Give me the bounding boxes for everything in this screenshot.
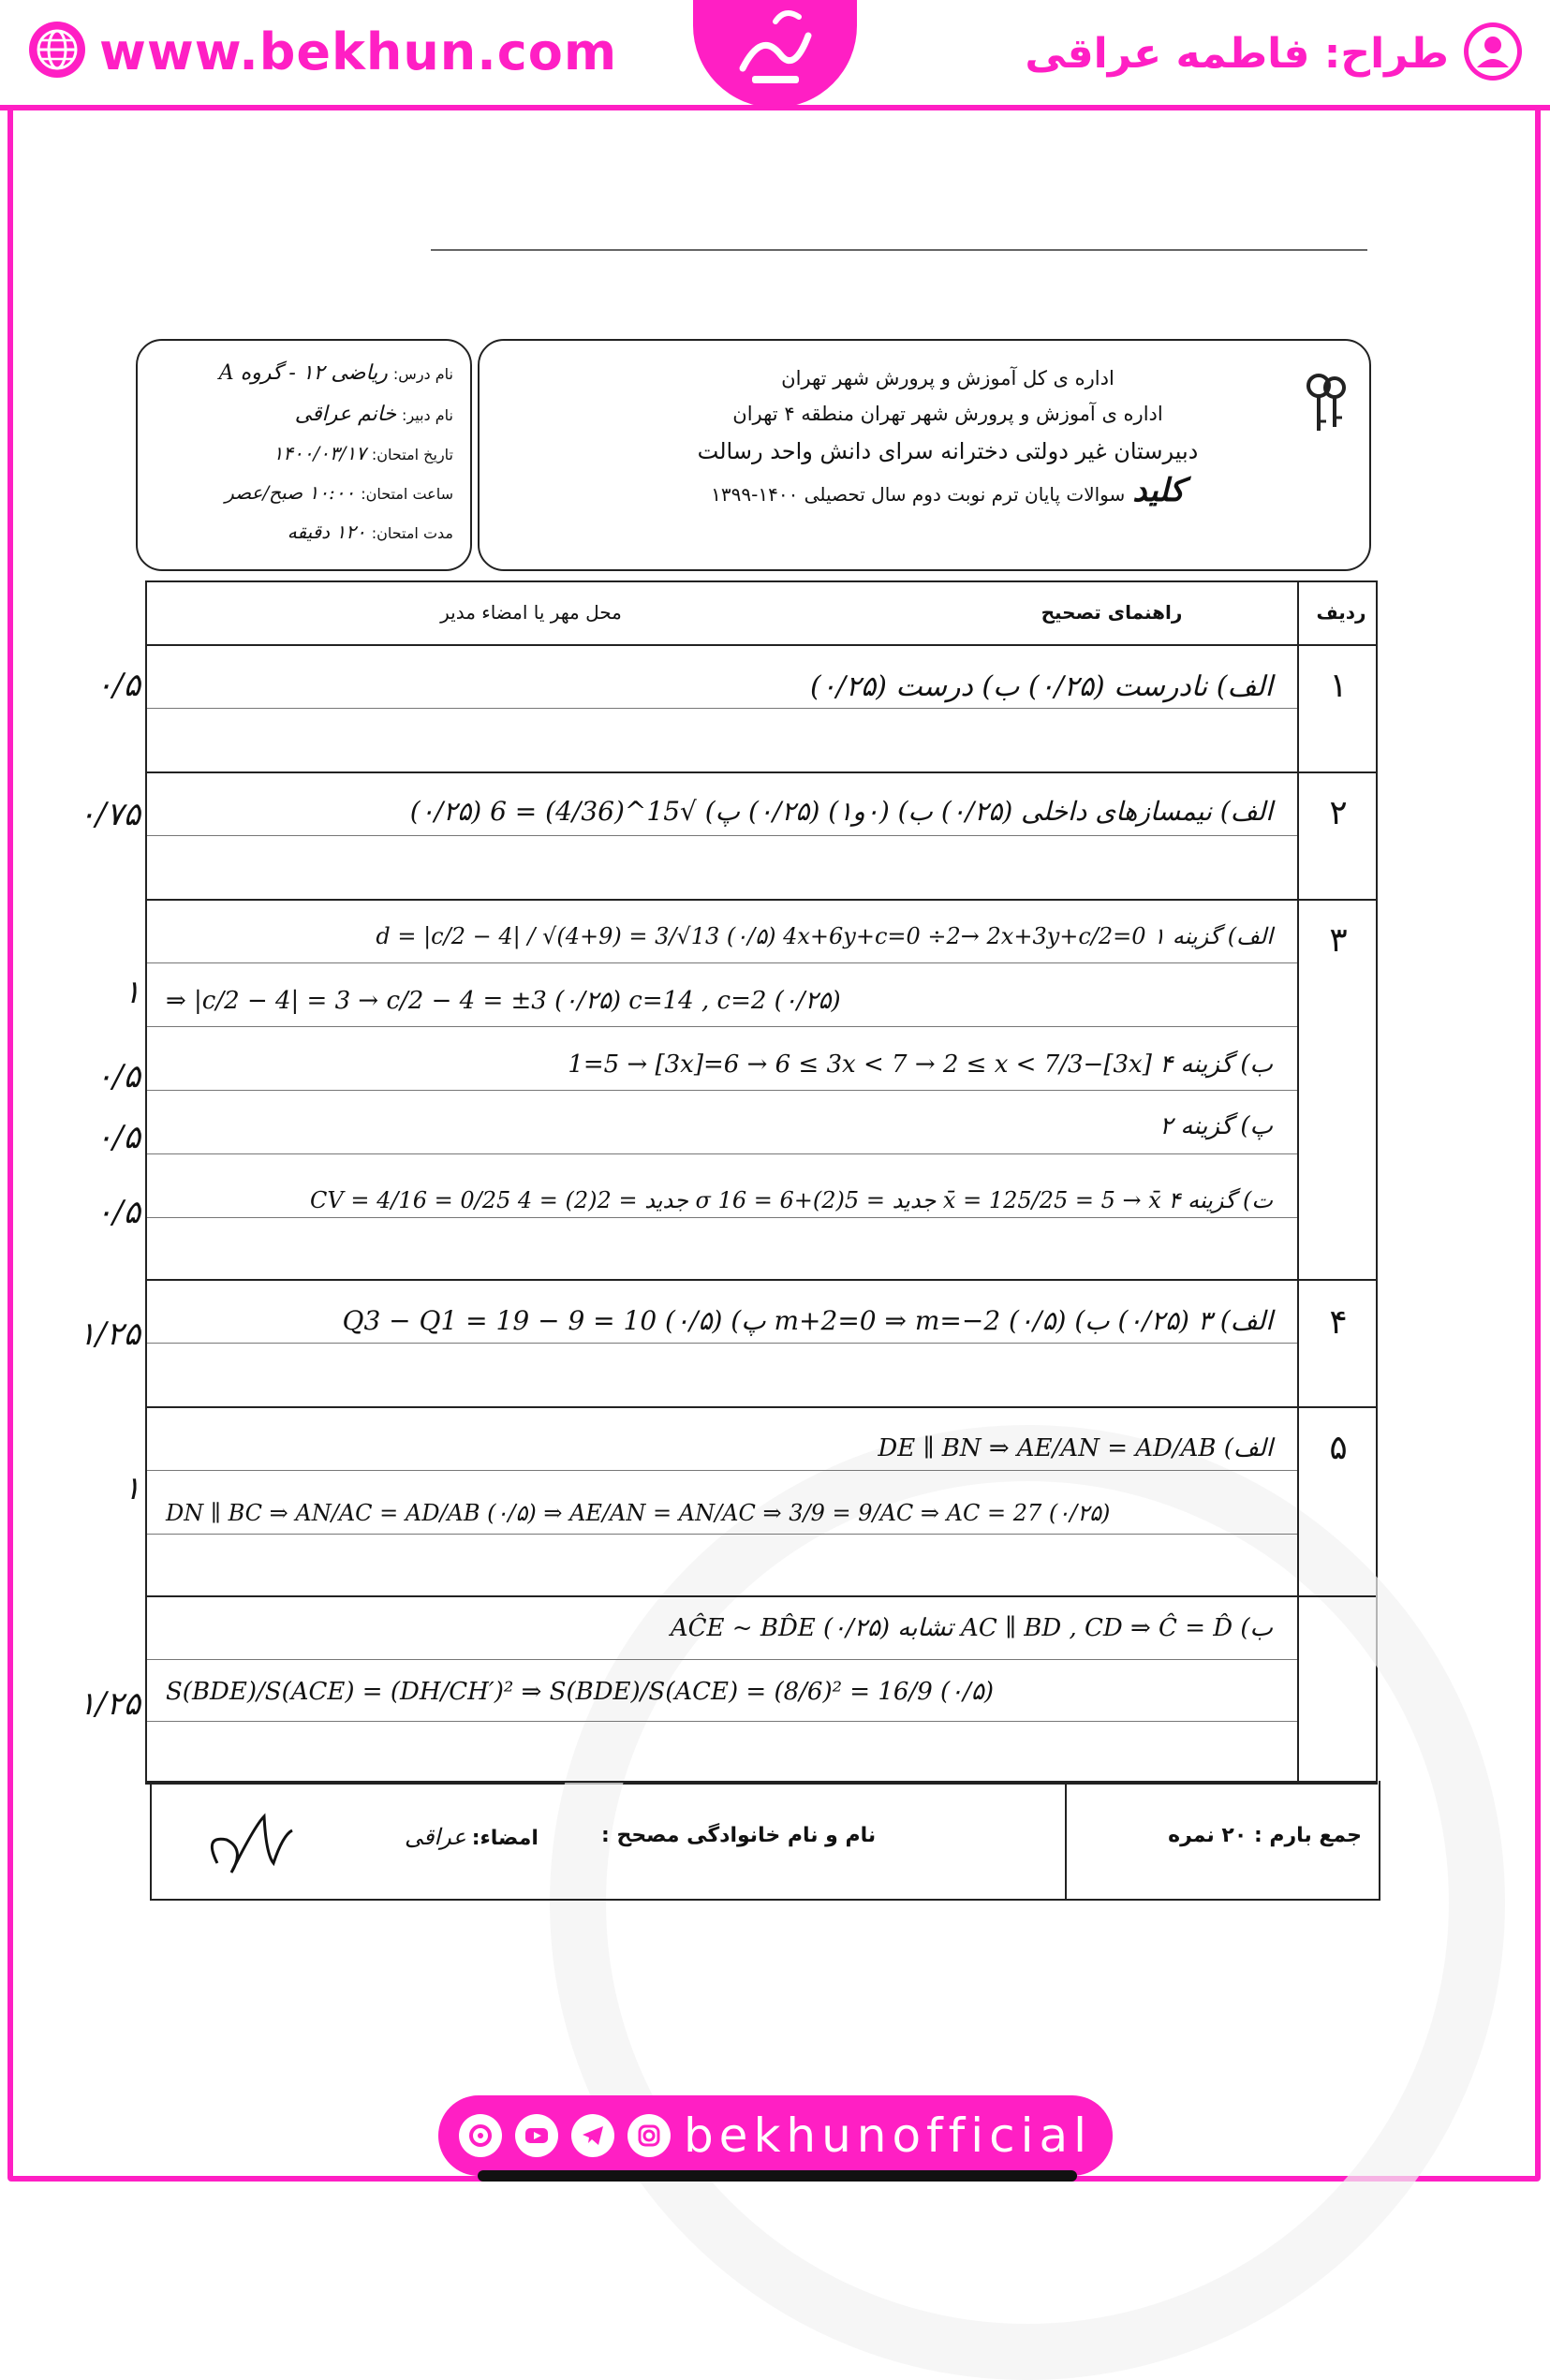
ruled-line (147, 1721, 1297, 1722)
time-row (225, 481, 453, 504)
answer-5a-line2: DN ∥ BC ⇒ AN/AC = AD/AB (۰/۵) ⇒ AE/AN = AN/AC ⇒ 3/9 = 9/AC ⇒ AC = 27 (۰/۲۵) (166, 1500, 1111, 1526)
ruled-line (147, 708, 1297, 709)
social-footer[interactable] (438, 2095, 1113, 2176)
answer-1: الف) نادرست (۰/۲۵) ب) درست (۰/۲۵) (810, 670, 1273, 703)
score-row-2: ۰/۷۵ (78, 796, 140, 833)
row-divider (147, 644, 1376, 646)
ruled-line (147, 1534, 1297, 1535)
ruled-line (147, 1470, 1297, 1471)
ruled-line (147, 1217, 1297, 1218)
column-header-seal: محل مهر یا امضاء مدیر (440, 601, 622, 624)
signature-name: عراقی (405, 1824, 466, 1850)
answer-key-table (145, 580, 1378, 1785)
time-value: ۱۰:۰۰ صبح/عصر (225, 481, 356, 504)
row-divider (147, 1279, 1376, 1281)
date-value: ۱۴۰۰/۰۳/۱۷ (273, 442, 366, 464)
keys-icon (1304, 373, 1349, 438)
score-row-4: ۱/۲۵ (78, 1315, 140, 1353)
ruled-line (147, 1659, 1297, 1660)
row-divider (147, 899, 1376, 901)
ruled-line (147, 1090, 1297, 1091)
brand-logo[interactable] (693, 0, 857, 108)
table-footer (150, 1781, 1380, 1901)
watermark-logo (550, 1425, 1505, 2380)
header-line-1: اداره ی کل آموزش و پرورش شهر تهران (781, 367, 1115, 389)
divider (431, 249, 1367, 251)
answer-5b-line2: S(BDE)/S(ACE) = (DH/CH′)² ⇒ S(BDE)/S(ACE) = (8/6)² = 16/9 (۰/۵) (166, 1678, 994, 1706)
score-row-3c: ۰/۵ (96, 1119, 140, 1156)
duration-row (288, 521, 453, 543)
column-header-guide: راهنمای تصحیح (1041, 601, 1183, 624)
row-number-4: ۴ (1329, 1303, 1348, 1342)
duration-value: ۱۲۰ دقیقه (287, 521, 366, 543)
row-divider (147, 1406, 1376, 1408)
score-row-5a: ۱ (123, 1470, 140, 1507)
header-line-4 (620, 472, 1276, 509)
key-word: کلید (1132, 472, 1185, 509)
ruled-line (147, 1153, 1297, 1154)
row-number-2: ۲ (1329, 794, 1348, 832)
answer-3d: ت) گزینه ۴ x̄ = 125/25 = 5 → x̄ جدید = 5(2)+6 = 16 σ جدید = 2(2) = 4 CV = 4/16 = 0/25 (310, 1187, 1273, 1213)
score-row-1: ۰/۵ (96, 667, 140, 704)
school-header-box (478, 339, 1371, 571)
answer-3c: پ) گزینه ۲ (1159, 1112, 1273, 1140)
logo-icon (724, 3, 827, 96)
exam-info-box (136, 339, 472, 571)
teacher-row (295, 403, 453, 426)
youtube-icon[interactable] (515, 2114, 558, 2157)
time-label: ساعت امتحان: (361, 485, 453, 503)
date-label: تاریخ امتحان: (371, 446, 453, 463)
footer-shadow (478, 2170, 1077, 2182)
answer-3a-line1: الف) گزینه ۱ d = |c/2 − 4| / √(4+9) = 3/√13 (۰/۵) 4x+6y+c=0 ÷2→ 2x+3y+c/2=0 (376, 923, 1273, 949)
corrector-label: نام و نام خانوادگی مصحح : (601, 1824, 877, 1847)
row-column-divider (1297, 582, 1299, 1784)
total-score: جمع بارم : ۲۰ نمره (1168, 1824, 1362, 1847)
website-link[interactable] (28, 21, 617, 82)
answer-3b: ب) گزینه ۴ [3x]−1=5 → [3x]=6 → 6 ≤ 3x < 7 → 2 ≤ x < 7/3 (568, 1050, 1273, 1079)
podcast-icon[interactable] (459, 2114, 502, 2157)
website-url: www.bekhun.com (99, 22, 618, 81)
ruled-line (147, 835, 1297, 836)
exam-title: سوالات پایان ترم نوبت دوم سال تحصیلی ۱۴۰۰-۱۳۹۹ (711, 483, 1126, 506)
subject-label: نام درس: (392, 365, 453, 383)
score-row-3d: ۰/۵ (96, 1194, 140, 1231)
score-row-5b: ۱/۲۵ (78, 1685, 140, 1723)
row-number-1: ۱ (1329, 667, 1348, 705)
teacher-label: نام دبیر: (402, 406, 453, 424)
subject-value: ریاضی ۱۲ - گروه A (218, 361, 388, 385)
header-line-2: اداره ی آموزش و پرورش شهر تهران منطقه ۴ تهران (732, 403, 1163, 425)
row-number-5: ۵ (1329, 1429, 1348, 1467)
signature-label: امضاء: (471, 1827, 539, 1850)
signature-scribble (199, 1798, 320, 1891)
date-row (273, 442, 453, 464)
globe-icon (28, 21, 86, 82)
telegram-icon[interactable] (571, 2114, 614, 2157)
score-row-3a: ۱ (123, 974, 140, 1011)
header-line-3: دبیرستان غیر دولتی دخترانه سرای دانش واحد رسالت (697, 438, 1199, 464)
site-header (0, 0, 1550, 110)
answer-2: الف) نیمسازهای داخلی (۰/۲۵) ب) (۰و۱) (۰/۲۵) پ) √15^(4/36) = 6 (۰/۲۵) (409, 796, 1273, 827)
row-number-3: ۳ (1329, 921, 1348, 960)
answer-5a-line1: الف) DE ∥ BN ⇒ AE/AN = AD/AB (878, 1434, 1273, 1462)
answer-5b-line1: ب) AC ∥ BD , CD ⇒ Ĉ = D̂ تشابه AĈE ~ BD̂E (۰/۲۵) (670, 1614, 1273, 1642)
answer-3a-line2: ⇒ |c/2 − 4| = 3 → c/2 − 4 = ±3 (۰/۲۵) c=14 , c=2 (۰/۲۵) (166, 987, 841, 1015)
instagram-icon[interactable] (627, 2114, 671, 2157)
answer-4: الف) ۳ (۰/۲۵) ب) m+2=0 ⇒ m=−2 (۰/۵) پ) Q3 − Q1 = 19 − 9 = 10 (۰/۵) (342, 1305, 1273, 1336)
teacher-value: خانم عراقی (294, 403, 397, 426)
signature-row (405, 1824, 539, 1850)
row-divider (147, 1595, 1376, 1597)
user-icon (1462, 21, 1524, 86)
score-row-3b: ۰/۵ (96, 1058, 140, 1095)
duration-label: مدت امتحان: (371, 524, 453, 542)
row-divider (147, 771, 1376, 773)
designer-credit (1025, 21, 1524, 86)
subject-row (219, 361, 453, 385)
column-header-row: ردیف (1316, 601, 1366, 624)
social-handle: bekhunofficial (683, 2108, 1093, 2163)
footer-cell-divider (1065, 1781, 1067, 1899)
ruled-line (147, 1343, 1297, 1344)
ruled-line (147, 1026, 1297, 1027)
ruled-line (147, 962, 1297, 963)
designer-name: طراح: فاطمه عراقی (1025, 29, 1449, 78)
